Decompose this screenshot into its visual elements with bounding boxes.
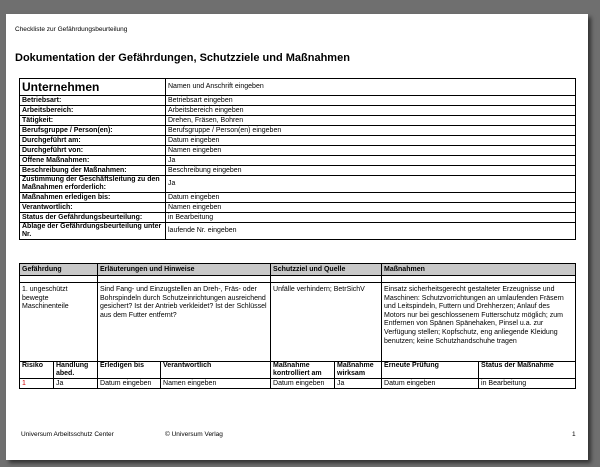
filing-number-field[interactable]: laufende Nr. eingeben <box>166 223 576 240</box>
action-needed-header: Handlung abed. <box>54 362 98 379</box>
performed-by-label: Durchgeführt von: <box>20 146 166 156</box>
measures-description-field[interactable]: Beschreibung eingeben <box>166 166 576 176</box>
measure-status-header: Status der Maßnahme <box>479 362 576 379</box>
work-area-label: Arbeitsbereich: <box>20 106 166 116</box>
goal-column-header: Schutzziel und Quelle <box>271 264 382 276</box>
company-heading: Unternehmen <box>20 79 166 96</box>
hazard-goal: Unfälle verhindern; BetrSichV <box>271 283 382 362</box>
due-date-label: Maßnahmen erledigen bis: <box>20 193 166 203</box>
occupation-label: Berufsgruppe / Person(en): <box>20 126 166 136</box>
due-date-field[interactable]: Datum eingeben <box>166 193 576 203</box>
filing-number-label: Ablage der Gefährdungsbeurteilung unter Nr. <box>20 223 166 240</box>
operation-type-field[interactable]: Betriebsart eingeben <box>166 96 576 106</box>
effective-field[interactable]: Ja <box>335 379 382 389</box>
recheck-header: Erneute Prüfung <box>382 362 479 379</box>
footer-copyright: © Universum Verlag <box>165 431 223 438</box>
assessment-status-label: Status der Gefährdungsbeurteilung: <box>20 213 166 223</box>
performed-by-field[interactable]: Namen eingeben <box>166 146 576 156</box>
open-measures-label: Offene Maßnahmen: <box>20 156 166 166</box>
risk-header: Risiko <box>20 362 54 379</box>
occupation-field[interactable]: Berufsgruppe / Person(en) eingeben <box>166 126 576 136</box>
notes-column-header: Erläuterungen und Hinweise <box>98 264 271 276</box>
action-needed-field[interactable]: Ja <box>54 379 98 389</box>
document-subtitle: Checkliste zur Gefährdungsbeurteilung <box>15 26 128 33</box>
recheck-field[interactable]: Datum eingeben <box>382 379 479 389</box>
responsible-field-2[interactable]: Namen eingeben <box>161 379 271 389</box>
due-header: Erledigen bis <box>98 362 161 379</box>
footer-page-number: 1 <box>572 431 576 438</box>
measures-column-header: Maßnahmen <box>382 264 576 276</box>
measure-status-field[interactable]: in Bearbeitung <box>479 379 576 389</box>
operation-type-label: Betriebsart: <box>20 96 166 106</box>
assessment-status-field[interactable]: in Bearbeitung <box>166 213 576 223</box>
performed-on-label: Durchgeführt am: <box>20 136 166 146</box>
responsible-header: Verantwortlich <box>161 362 271 379</box>
hazard-column-header: Gefährdung <box>20 264 98 276</box>
hazard-measures: Einsatz sicherheitsgerecht gestalteter Erzeugnisse und Maschinen: Schutzvorrichtungen an umlaufenden Fräsern und Leitspindeln, Futtern und Drehherzen; Anlauf des Motors nur bei geschlossenem Futterschutz möglich; zum Entfernen von Spänen Spänehaken, Pinsel u.a. zur Verfügung stellen; Kopfschutz, eng anliegende Kleidung benutzen; keine Schutzhandschuhe tragen <box>382 283 576 362</box>
activity-field[interactable]: Drehen, Fräsen, Bohren <box>166 116 576 126</box>
management-approval-label: Zustimmung der Geschäftsleitung zu den Maßnahmen erforderlich: <box>20 176 166 193</box>
measures-description-label: Beschreibung der Maßnahmen: <box>20 166 166 176</box>
company-info-table <box>19 78 576 240</box>
risk-field[interactable]: 1 <box>20 379 54 389</box>
document-title: Dokumentation der Gefährdungen, Schutzziele und Maßnahmen <box>15 52 350 64</box>
open-measures-field[interactable]: Ja <box>166 156 576 166</box>
company-name-field[interactable]: Namen und Anschrift eingeben <box>166 79 576 96</box>
work-area-field[interactable]: Arbeitsbereich eingeben <box>166 106 576 116</box>
hazard-table <box>19 263 576 389</box>
checked-field[interactable]: Datum eingeben <box>271 379 335 389</box>
effective-header: Maßnahme wirksam <box>335 362 382 379</box>
activity-label: Tätigkeit: <box>20 116 166 126</box>
hazard-description: 1. ungeschützt bewegte Maschinenteile <box>20 283 98 362</box>
checked-header: Maßnahme kontrolliert am <box>271 362 335 379</box>
hazard-notes: Sind Fang- und Einzugstellen an Dreh-, Fräs- oder Bohrspindeln durch Schutzeinrichtungen ausreichend gesichert? Ist der Antrieb verkleidet? Ist der Schlüssel aus dem Futter entfernt? <box>98 283 271 362</box>
responsible-label: Verantwortlich: <box>20 203 166 213</box>
responsible-field[interactable]: Namen eingeben <box>166 203 576 213</box>
due-field[interactable]: Datum eingeben <box>98 379 161 389</box>
management-approval-field[interactable]: Ja <box>166 176 576 193</box>
performed-on-field[interactable]: Datum eingeben <box>166 136 576 146</box>
footer-company: Universum Arbeitsschutz Center <box>21 431 114 438</box>
